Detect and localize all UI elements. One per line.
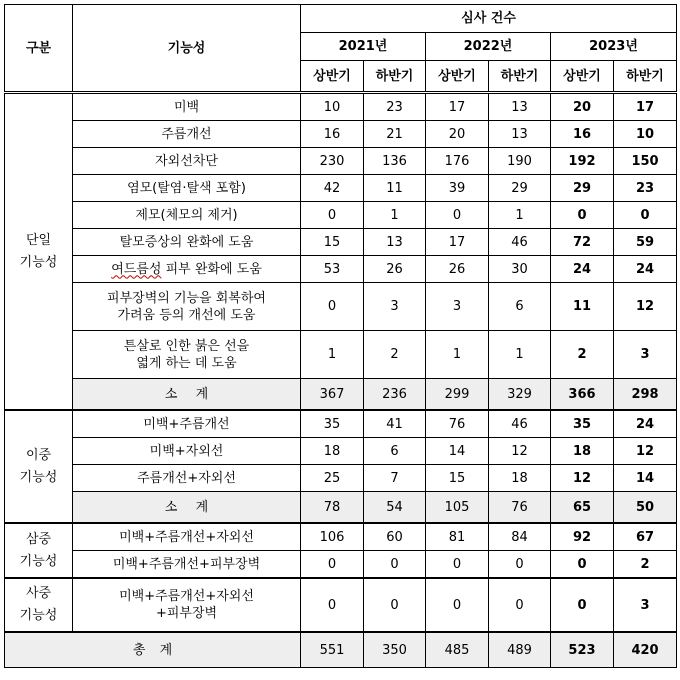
cell: 2 <box>551 331 614 379</box>
cell: 76 <box>489 492 551 524</box>
cell: 11 <box>551 283 614 331</box>
cell: 25 <box>301 465 364 492</box>
cell: 1 <box>364 202 426 229</box>
cell: 84 <box>489 523 551 551</box>
row-name: 미백+주름개선+자외선 <box>73 523 301 551</box>
cell: 46 <box>489 229 551 256</box>
cell: 81 <box>426 523 489 551</box>
subtotal-row <box>5 379 677 411</box>
cell: 0 <box>426 551 489 579</box>
table-row <box>5 202 677 229</box>
cell: 24 <box>614 256 677 283</box>
cell: 1 <box>301 331 364 379</box>
table-row <box>5 465 677 492</box>
review-count-table <box>4 4 677 668</box>
cell: 0 <box>301 551 364 579</box>
cell: 12 <box>614 283 677 331</box>
subtotal-label: 소 계 <box>73 492 301 524</box>
cell: 350 <box>364 632 426 668</box>
table-row <box>5 438 677 465</box>
total-label: 총 계 <box>5 632 301 668</box>
cell: 29 <box>489 175 551 202</box>
cell: 523 <box>551 632 614 668</box>
header-year-2022: 2022년 <box>426 33 551 61</box>
table-row <box>5 229 677 256</box>
cell: 13 <box>364 229 426 256</box>
cell: 41 <box>364 410 426 438</box>
header-half: 상반기 <box>426 61 489 93</box>
header-function: 기능성 <box>73 5 301 93</box>
header-half: 상반기 <box>551 61 614 93</box>
table-row <box>5 93 677 121</box>
table-row <box>5 283 677 331</box>
row-name: 피부장벽의 기능을 회복하여 가려움 등의 개선에 도움 <box>73 283 301 331</box>
cell: 14 <box>426 438 489 465</box>
cell: 59 <box>614 229 677 256</box>
cell: 42 <box>301 175 364 202</box>
cell: 0 <box>364 551 426 579</box>
cell: 13 <box>489 93 551 121</box>
cell: 0 <box>301 578 364 632</box>
cell: 150 <box>614 148 677 175</box>
total-row <box>5 632 677 668</box>
cell: 0 <box>301 202 364 229</box>
cell: 54 <box>364 492 426 524</box>
cell: 26 <box>364 256 426 283</box>
cell: 0 <box>364 578 426 632</box>
header-half: 하반기 <box>364 61 426 93</box>
cell: 0 <box>489 578 551 632</box>
cell: 485 <box>426 632 489 668</box>
header-half: 하반기 <box>614 61 677 93</box>
row-name: 미백+주름개선+피부장벽 <box>73 551 301 579</box>
row-name: 미백+주름개선+자외선 +피부장벽 <box>73 578 301 632</box>
cell: 46 <box>489 410 551 438</box>
table-row <box>5 331 677 379</box>
subtotal-row <box>5 492 677 524</box>
cell: 366 <box>551 379 614 411</box>
group-label-triple: 삼중 기능성 <box>5 523 73 578</box>
cell: 24 <box>551 256 614 283</box>
row-name: 여드름성 피부 완화에 도움 <box>73 256 301 283</box>
cell: 3 <box>364 283 426 331</box>
cell: 20 <box>426 121 489 148</box>
cell: 3 <box>614 331 677 379</box>
cell: 18 <box>301 438 364 465</box>
table-row <box>5 121 677 148</box>
cell: 14 <box>614 465 677 492</box>
cell: 39 <box>426 175 489 202</box>
header-year-2023: 2023년 <box>551 33 677 61</box>
cell: 18 <box>489 465 551 492</box>
cell: 0 <box>489 551 551 579</box>
cell: 13 <box>489 121 551 148</box>
cell: 190 <box>489 148 551 175</box>
cell: 20 <box>551 93 614 121</box>
cell: 6 <box>364 438 426 465</box>
table-row <box>5 175 677 202</box>
cell: 12 <box>614 438 677 465</box>
cell: 136 <box>364 148 426 175</box>
cell: 18 <box>551 438 614 465</box>
cell: 53 <box>301 256 364 283</box>
table-row <box>5 578 677 632</box>
cell: 106 <box>301 523 364 551</box>
cell: 10 <box>301 93 364 121</box>
row-name: 주름개선+자외선 <box>73 465 301 492</box>
row-name: 탈모증상의 완화에 도움 <box>73 229 301 256</box>
cell: 16 <box>551 121 614 148</box>
cell: 230 <box>301 148 364 175</box>
cell: 23 <box>364 93 426 121</box>
cell: 236 <box>364 379 426 411</box>
cell: 0 <box>551 202 614 229</box>
cell: 72 <box>551 229 614 256</box>
row-name: 미백 <box>73 93 301 121</box>
cell: 50 <box>614 492 677 524</box>
table-row <box>5 256 677 283</box>
cell: 23 <box>614 175 677 202</box>
cell: 3 <box>614 578 677 632</box>
cell: 299 <box>426 379 489 411</box>
cell: 0 <box>614 202 677 229</box>
cell: 21 <box>364 121 426 148</box>
group-label-double: 이중 기능성 <box>5 410 73 523</box>
cell: 6 <box>489 283 551 331</box>
row-name: 주름개선 <box>73 121 301 148</box>
cell: 17 <box>426 229 489 256</box>
cell: 12 <box>489 438 551 465</box>
cell: 329 <box>489 379 551 411</box>
cell: 3 <box>426 283 489 331</box>
row-name: 자외선차단 <box>73 148 301 175</box>
row-name: 제모(체모의 제거) <box>73 202 301 229</box>
cell: 0 <box>301 283 364 331</box>
table-row <box>5 551 677 579</box>
cell: 15 <box>426 465 489 492</box>
cell: 76 <box>426 410 489 438</box>
cell: 67 <box>614 523 677 551</box>
cell: 2 <box>364 331 426 379</box>
group-label-quad: 사중 기능성 <box>5 578 73 632</box>
header-half: 하반기 <box>489 61 551 93</box>
cell: 65 <box>551 492 614 524</box>
cell: 0 <box>551 578 614 632</box>
cell: 78 <box>301 492 364 524</box>
table-row <box>5 148 677 175</box>
cell: 1 <box>489 331 551 379</box>
cell: 367 <box>301 379 364 411</box>
cell: 29 <box>551 175 614 202</box>
cell: 17 <box>426 93 489 121</box>
row-name: 튼살로 인한 붉은 선을 엷게 하는 데 도움 <box>73 331 301 379</box>
cell: 26 <box>426 256 489 283</box>
cell: 1 <box>426 331 489 379</box>
header-year-2021: 2021년 <box>301 33 426 61</box>
cell: 2 <box>614 551 677 579</box>
cell: 92 <box>551 523 614 551</box>
cell: 105 <box>426 492 489 524</box>
header-review-count: 심사 건수 <box>301 5 677 33</box>
table-row <box>5 523 677 551</box>
cell: 17 <box>614 93 677 121</box>
cell: 0 <box>426 578 489 632</box>
cell: 0 <box>426 202 489 229</box>
cell: 7 <box>364 465 426 492</box>
cell: 192 <box>551 148 614 175</box>
cell: 24 <box>614 410 677 438</box>
table-row <box>5 410 677 438</box>
cell: 35 <box>551 410 614 438</box>
cell: 298 <box>614 379 677 411</box>
cell: 60 <box>364 523 426 551</box>
row-name: 미백+주름개선 <box>73 410 301 438</box>
cell: 10 <box>614 121 677 148</box>
cell: 11 <box>364 175 426 202</box>
cell: 16 <box>301 121 364 148</box>
row-name: 미백+자외선 <box>73 438 301 465</box>
cell: 15 <box>301 229 364 256</box>
cell: 30 <box>489 256 551 283</box>
cell: 489 <box>489 632 551 668</box>
subtotal-label: 소 계 <box>73 379 301 411</box>
cell: 1 <box>489 202 551 229</box>
cell: 0 <box>551 551 614 579</box>
cell: 12 <box>551 465 614 492</box>
group-label-single: 단일 기능성 <box>5 93 73 411</box>
header-category: 구분 <box>5 5 73 93</box>
cell: 35 <box>301 410 364 438</box>
row-name: 염모(탈염·탈색 포함) <box>73 175 301 202</box>
cell: 551 <box>301 632 364 668</box>
cell: 420 <box>614 632 677 668</box>
cell: 176 <box>426 148 489 175</box>
header-half: 상반기 <box>301 61 364 93</box>
